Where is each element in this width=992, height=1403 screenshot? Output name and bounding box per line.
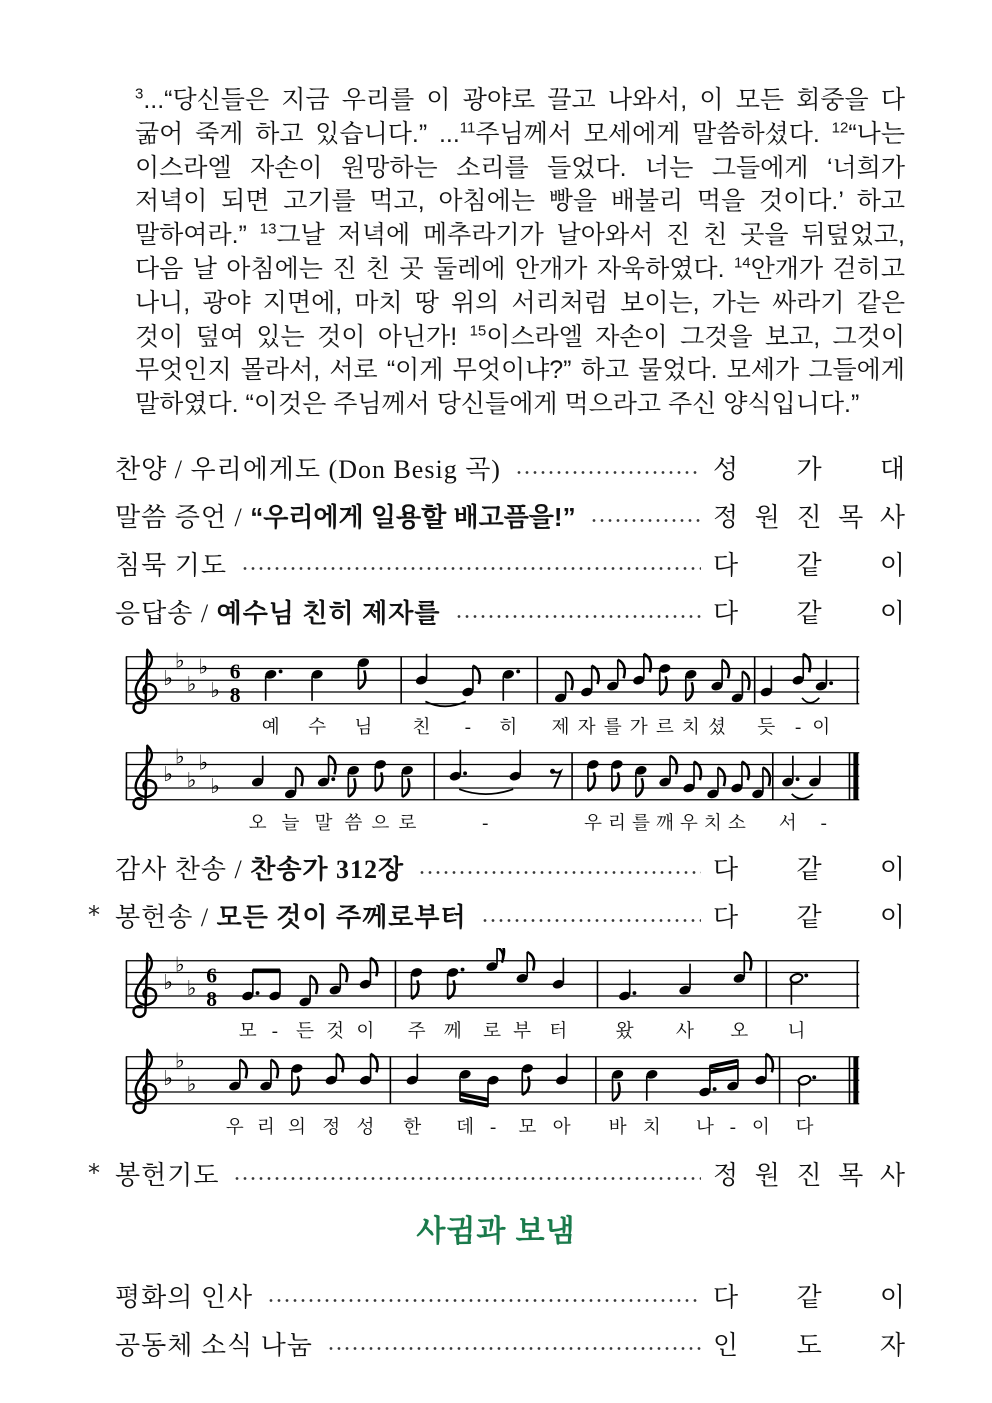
scripture-line: 이스라엘 자손이 원망하는 소리를 들었다. 너는 그들에게 ‘너희가 <box>135 153 905 182</box>
svg-text:님: 님 <box>354 717 373 739</box>
svg-text:를: 를 <box>603 717 622 739</box>
svg-text:아: 아 <box>552 1117 571 1139</box>
svg-text:치: 치 <box>681 717 700 739</box>
svg-text:께: 께 <box>443 1021 462 1043</box>
order-item <box>0 452 992 484</box>
dotted-leader <box>241 566 701 571</box>
svg-text:치: 치 <box>642 1117 661 1139</box>
order-item-performer: 다 같 이 <box>713 551 905 581</box>
svg-text:♭: ♭ <box>174 952 185 977</box>
svg-text:♭: ♭ <box>163 762 173 787</box>
svg-text:-: - <box>729 1117 736 1139</box>
svg-text:셨: 셨 <box>707 717 726 739</box>
svg-text:우: 우 <box>679 813 698 835</box>
svg-text:♭: ♭ <box>186 671 197 696</box>
dotted-leader <box>455 614 701 619</box>
music-staff-system <box>118 1044 992 1140</box>
svg-text:우: 우 <box>225 1117 244 1139</box>
svg-text:우: 우 <box>584 813 603 835</box>
svg-text:모: 모 <box>518 1117 537 1139</box>
svg-text:말: 말 <box>314 813 333 835</box>
svg-text:이: 이 <box>356 1021 375 1043</box>
dotted-leader <box>515 470 701 475</box>
svg-text:한: 한 <box>403 1117 422 1139</box>
svg-text:-: - <box>482 813 489 835</box>
svg-text:리: 리 <box>608 813 627 835</box>
dotted-leader <box>327 1346 701 1351</box>
order-list-top <box>0 452 992 628</box>
order-item-performer: 정 원 진 목 사 <box>713 1161 905 1191</box>
svg-text:-: - <box>464 717 471 739</box>
order-item <box>0 1158 992 1190</box>
dotted-leader <box>233 1176 701 1181</box>
verse-number: 13 <box>259 220 277 238</box>
section-heading: 사귐과 보냄 <box>416 1214 576 1248</box>
svg-text:씀: 씀 <box>344 813 363 835</box>
asterisk-marker: * <box>88 1158 100 1187</box>
svg-text:리: 리 <box>256 1117 275 1139</box>
svg-text:친: 친 <box>412 717 431 739</box>
svg-text:소: 소 <box>727 813 746 835</box>
svg-text:♭: ♭ <box>210 677 220 702</box>
scripture-line: 말하여라.” $^{13}$그날 저녁에 메추라기가 날아와서 진 친 곳을 뒤덮었고, <box>135 220 905 250</box>
svg-text:수: 수 <box>308 717 327 739</box>
svg-text:듯: 듯 <box>757 717 776 739</box>
svg-text:♭: ♭ <box>186 767 197 792</box>
verse-number: 3 <box>135 85 144 103</box>
svg-text:것: 것 <box>326 1021 345 1043</box>
verse-number: 11 <box>459 119 476 137</box>
order-item-label: 찬양 / 우리에게도 (Don Besig 곡) <box>115 455 501 485</box>
svg-text:깨: 깨 <box>655 813 674 835</box>
svg-text:♭: ♭ <box>174 648 185 673</box>
scripture-line: $^3$...“당신들은 지금 우리를 이 광야로 끌고 나와서, 이 모든 회중을 다 <box>135 85 905 114</box>
svg-text:주: 주 <box>407 1021 426 1043</box>
order-item-label: 봉헌송 / 모든 것이 주께로부터 <box>115 903 467 933</box>
svg-text:6: 6 <box>229 659 241 684</box>
svg-text:♭: ♭ <box>186 975 197 1000</box>
svg-text:이: 이 <box>751 1117 770 1139</box>
order-list-bottom <box>0 1280 992 1360</box>
svg-text:서: 서 <box>778 813 797 835</box>
order-item-performer: 인 도 자 <box>713 1331 905 1361</box>
svg-text:♭: ♭ <box>186 1071 197 1096</box>
svg-text:모: 모 <box>238 1021 257 1043</box>
scripture-line: 나니, 광야 지면에, 마치 땅 위의 서리처럼 보이는, 가는 싸라기 같은 <box>135 288 905 317</box>
svg-text:가: 가 <box>629 717 648 739</box>
svg-text:로: 로 <box>482 1021 501 1043</box>
verse-number: 14 <box>733 254 751 272</box>
svg-text:-: - <box>795 717 802 739</box>
svg-text:르: 르 <box>655 717 674 739</box>
order-item <box>0 548 992 580</box>
verse-number: 12 <box>831 119 849 137</box>
scripture-line: 굶어 죽게 하고 있습니다.” ...$^{11}$주님께서 모세에게 말씀하셨다. $^{12}$“나는 <box>135 119 905 148</box>
svg-text:제: 제 <box>551 717 570 739</box>
order-item-performer: 성 가 대 <box>713 455 905 485</box>
svg-text:-: - <box>271 1021 278 1043</box>
order-list-offertory-prayer <box>0 1158 992 1190</box>
order-item-performer: 다 같 이 <box>713 903 905 933</box>
order-item-label: 말씀 증언 / “우리에게 일용할 배고픔을!” <box>115 502 576 533</box>
svg-text:부: 부 <box>513 1021 532 1043</box>
order-item-performer: 정 원 진 목 사 <box>713 503 905 533</box>
order-item-label: 응답송 / 예수님 친히 제자를 <box>115 599 441 629</box>
order-item-performer: 다 같 이 <box>713 1283 905 1313</box>
scripture-line: 무엇인지 몰라서, 서로 “이게 무엇이냐?” 하고 물었다. 모세가 그들에게 <box>135 356 905 385</box>
svg-text:의: 의 <box>288 1117 306 1139</box>
verse-number: 15 <box>469 322 487 340</box>
svg-text:왔: 왔 <box>615 1021 634 1043</box>
svg-text:로: 로 <box>398 813 417 835</box>
svg-text:히: 히 <box>499 717 518 739</box>
svg-text:든: 든 <box>296 1021 315 1043</box>
svg-text:-: - <box>820 813 827 835</box>
svg-text:♭: ♭ <box>198 750 209 775</box>
order-item <box>0 500 992 532</box>
svg-text:자: 자 <box>577 717 596 739</box>
svg-text:오: 오 <box>248 813 267 835</box>
dotted-leader <box>267 1298 701 1303</box>
order-item-performer: 다 같 이 <box>713 599 905 629</box>
scripture-line: 다음 날 아침에는 진 친 곳 둘레에 안개가 자욱하였다. $^{14}$안개가 걷히고 <box>135 254 905 283</box>
order-item-label: 공동체 소식 나눔 <box>115 1331 313 1361</box>
svg-text:6: 6 <box>206 963 218 988</box>
svg-text:8: 8 <box>206 986 218 1011</box>
order-item <box>0 852 992 884</box>
music-staff-system <box>118 644 992 740</box>
response-song-score <box>118 644 992 836</box>
order-item-label: 침묵 기도 <box>115 551 227 581</box>
svg-text:예: 예 <box>261 717 280 739</box>
svg-text:♭: ♭ <box>174 744 185 769</box>
order-list-mid <box>0 852 992 932</box>
scripture-line: 말하였다. “이것은 주님께서 당신들에게 먹으라고 주신 양식입니다.” <box>135 390 860 419</box>
order-item-performer: 다 같 이 <box>713 855 905 885</box>
scripture-line: 저녁이 되면 고기를 먹고, 아침에는 빵을 배불리 먹을 것이다.’ 하고 <box>135 187 905 216</box>
svg-text:치: 치 <box>703 813 722 835</box>
svg-text:♭: ♭ <box>163 1066 173 1091</box>
svg-text:성: 성 <box>356 1117 375 1139</box>
svg-text:♭: ♭ <box>163 666 173 691</box>
dotted-leader <box>418 870 701 875</box>
order-item <box>0 900 992 932</box>
order-item <box>0 596 992 628</box>
svg-text:를: 를 <box>631 813 650 835</box>
dotted-leader <box>481 918 701 923</box>
svg-text:♭: ♭ <box>210 773 220 798</box>
scripture-passage <box>135 84 905 422</box>
svg-text:나: 나 <box>695 1117 714 1139</box>
svg-text:니: 니 <box>787 1021 806 1043</box>
order-item-label: 평화의 인사 <box>115 1283 254 1313</box>
svg-text:데: 데 <box>456 1117 475 1139</box>
svg-text:이: 이 <box>812 717 831 739</box>
order-item <box>0 1328 992 1360</box>
music-staff-system <box>118 948 992 1044</box>
svg-text:♭: ♭ <box>163 970 173 995</box>
svg-text:8: 8 <box>229 682 241 707</box>
svg-text:정: 정 <box>322 1117 341 1139</box>
svg-text:오: 오 <box>730 1021 749 1043</box>
asterisk-marker: * <box>88 900 100 929</box>
music-staff-system <box>118 740 992 836</box>
svg-text:바: 바 <box>608 1117 627 1139</box>
dotted-leader <box>590 518 701 523</box>
order-item <box>0 1280 992 1312</box>
scripture-line: 것이 덮여 있는 것이 아닌가! $^{15}$이스라엘 자손이 그것을 보고, 그것이 <box>135 322 906 351</box>
svg-text:-: - <box>490 1117 497 1139</box>
order-item-label: 봉헌기도 <box>115 1161 220 1191</box>
svg-text:늘: 늘 <box>281 813 300 835</box>
offertory-song-score <box>118 948 992 1140</box>
svg-text:♭: ♭ <box>198 654 209 679</box>
svg-text:터: 터 <box>549 1021 568 1043</box>
svg-text:으: 으 <box>371 813 390 835</box>
order-item-label: 감사 찬송 / 찬송가 312장 <box>115 855 405 885</box>
svg-text:사: 사 <box>675 1021 694 1043</box>
svg-text:♭: ♭ <box>174 1048 185 1073</box>
svg-text:다: 다 <box>795 1117 814 1139</box>
